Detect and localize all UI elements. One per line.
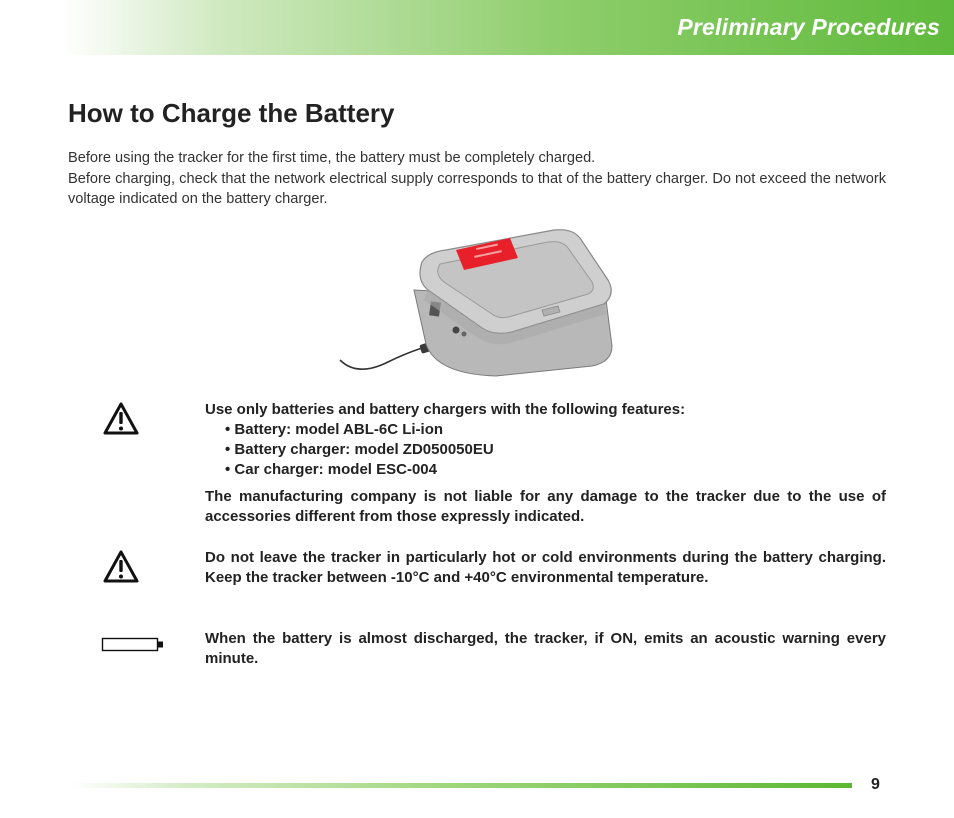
accessory-list	[205, 420, 886, 480]
warning-triangle-icon	[102, 549, 140, 584]
list-item: • Car charger: model ESC-004	[225, 461, 437, 478]
notice-liability: The manufacturing company is not liable for any damage to the tracker due to the use of accessories different from those expressly indicated.	[205, 488, 886, 525]
notice-temperature	[205, 548, 886, 588]
low-battery-icon	[101, 636, 165, 654]
notice-accessories	[205, 400, 886, 527]
notice-low-battery	[205, 629, 886, 669]
list-item: • Battery: model ABL-6C Li-ion	[225, 421, 444, 438]
tracker-charging-image	[336, 224, 618, 380]
warning-triangle-icon	[102, 401, 140, 436]
notice-text: When the battery is almost discharged, the tracker, if ON, emits an acoustic warning every minute.	[205, 630, 886, 667]
section-title: Preliminary Procedures	[677, 14, 940, 40]
intro-paragraph: Before charging, check that the network electrical supply corresponds to that of the battery charger. Do not exceed the network voltage indicated on the battery charger.	[68, 170, 886, 207]
intro-paragraph: Before using the tracker for the first time, the battery must be completely charged.	[68, 150, 596, 166]
intro-text	[68, 148, 886, 210]
footer-line	[70, 783, 852, 788]
page-title: How to Charge the Battery	[68, 98, 395, 128]
page-number: 9	[871, 776, 880, 793]
notice-text: Do not leave the tracker in particularly hot or cold environments during the battery charging. Keep the tracker between -10°C and +40°C environmental temperature.	[205, 549, 886, 586]
list-item: • Battery charger: model ZD050050EU	[225, 441, 494, 458]
header-band	[62, 0, 954, 55]
notice-lead: Use only batteries and battery chargers with the following features:	[205, 401, 686, 418]
